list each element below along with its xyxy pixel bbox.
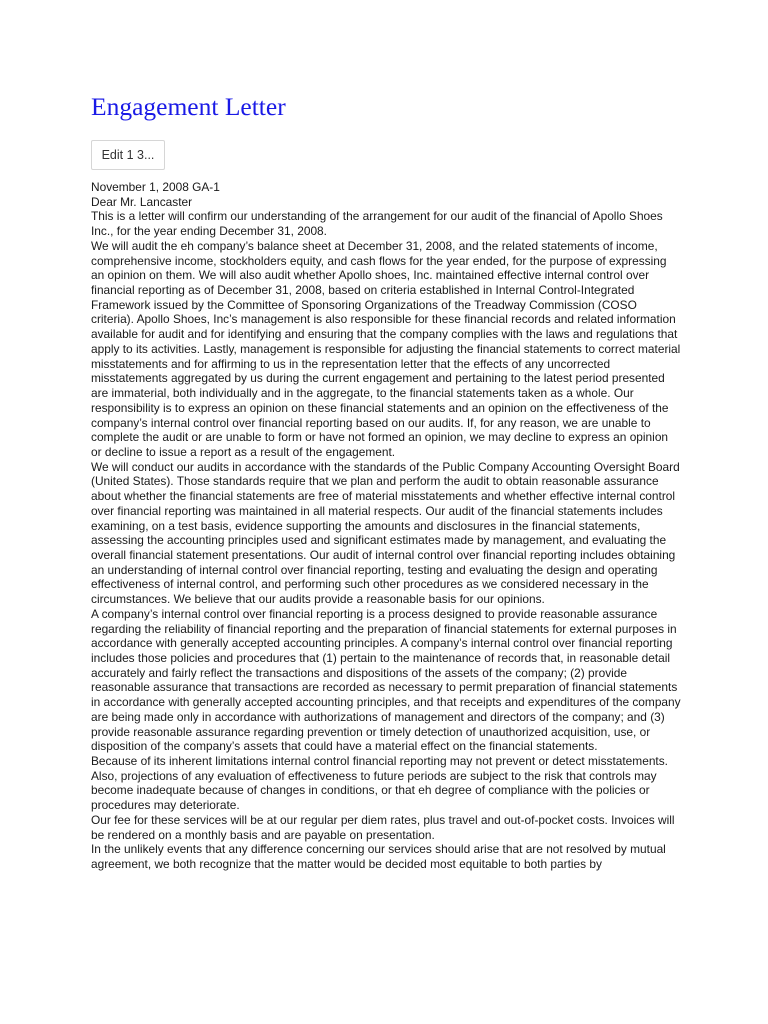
edit-button[interactable]: Edit 1 3... (91, 140, 165, 170)
paragraph-limitations: Because of its inherent limitations internal control financial reporting may not prevent or detect misstatements. Also, projections of any evaluation of effectiveness to future periods are subject to the risk that controls may become inadequate because of changes in conditions, or that eh degree of compliance with the policies or procedures may deteriorate. (91, 754, 668, 813)
letter-body (91, 180, 681, 872)
paragraph-standards: We will conduct our audits in accordance with the standards of the Public Company Accounting Oversight Board (United States). Those standards require that we plan and perform the audit to obtain reasonable assurance about whether the financial statements are free of material misstatements and whether effective internal control over financial reporting was maintained in all material respects. Our audit of the financial statements includes examining, on a test basis, evidence supporting the amounts and disclosures in the financial statements, assessing the accounting principles used and significant estimates made by management, and evaluating the overall financial statement presentations. Our audit of internal control over financial reporting includes obtaining an understanding of internal control over financial reporting, testing and evaluating the design and operating effectiveness of internal control, and performing such other procedures as we considered necessary in the circumstances. We believe that our audits provide a reasonable basis for our opinions. (91, 459, 680, 607)
paragraph-disputes: In the unlikely events that any difference concerning our services should arise that are not resolved by mutual agreement, we both recognize that the matter would be decided most equitable to both parties by (91, 842, 666, 872)
paragraph-scope: We will audit the eh company’s balance sheet at December 31, 2008, and the related statements of income, comprehensive income, stockholders equity, and cash flows for the year ended, for the purpose of expressing an opinion on them. We will also audit whether Apollo shoes, Inc. maintained effective internal control over financial reporting as of December 31, 2008, based on criteria established in Internal Control-Integrated Framework issued by the Committee of Sponsoring Organizations of the Treadway Commission (COSO criteria). Apollo Shoes, Inc’s management is also responsible for these financial records and related information available for audit and for identifying and ensuring that the company complies with the laws and regulations that apply to its activities. Lastly, management is responsible for adjusting the financial statements to correct material misstatements and for affirming to us in the representation letter that the effects of any uncorrected misstatements aggregated by us during the current engagement and pertaining to the latest period presented are immaterial, both individually and in the aggregate, to the financial statements taken as a whole. Our responsibility is to express an opinion on these financial statements and an opinion on the effectiveness of the company’s internal control over financial reporting based on our audits. If, for any reason, we are unable to complete the audit or are unable to form or have not formed an opinion, we may decline to express an opinion or decline to issue a report as a result of the engagement. (91, 238, 681, 459)
letter-salutation: Dear Mr. Lancaster (91, 194, 193, 209)
paragraph-internal-control: A company’s internal control over financial reporting is a process designed to provide reasonable assurance regarding the reliability of financial reporting and the preparation of financial statements for external purposes in accordance with generally accepted accounting principles. A company’s internal control over financial reporting includes those policies and procedures that (1) pertain to the maintenance of records that, in reasonable detail accurately and fairly reflect the transactions and dispositions of the assets of the company; (2) provide reasonable assurance that transactions are recorded as necessary to permit preparation of financial statements in accordance with generally accepted accounting principles, and that receipts and expenditures of the company are being made only in accordance with authorizations of management and directors of the company; and (3) provide reasonable assurance regarding prevention or timely detection of unauthorized acquisition, use, or disposition of the company’s assets that could have a material effect on the financial statements. (91, 606, 681, 754)
document-title: Engagement Letter (91, 92, 286, 121)
letter-date: November 1, 2008 GA-1 (91, 180, 220, 194)
paragraph-fees: Our fee for these services will be at our regular per diem rates, plus travel and out-of-pocket costs. Invoices will be rendered on a monthly basis and are payable on presentation. (91, 812, 675, 842)
paragraph-intro: This is a letter will confirm our understanding of the arrangement for our audit of the financial of Apollo Shoes Inc., for the year ending December 31, 2008. (91, 209, 663, 239)
